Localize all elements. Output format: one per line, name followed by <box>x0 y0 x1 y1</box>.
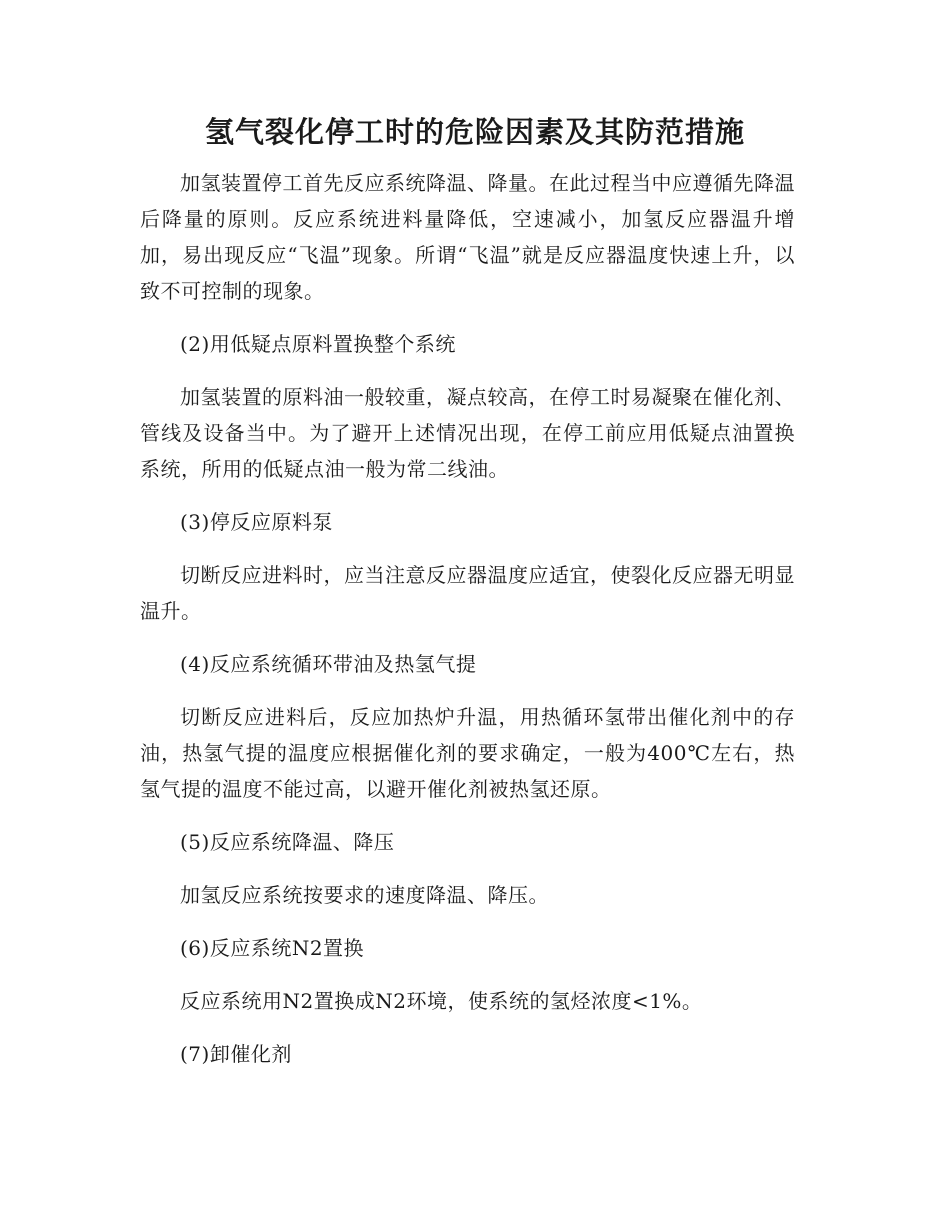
section-heading-7: (7)卸催化剂 <box>180 1042 292 1066</box>
paragraph-hot-hydrogen-stripping: 切断反应进料后，反应加热炉升温，用热循环氢带出催化剂中的存油，热氢气提的温度应根据催化剂的要求确定，一般为400℃左右，热氢气提的温度不能过高，以避开催化剂被热氢还原。 <box>140 705 795 801</box>
paragraph-nitrogen-replacement: 反应系统用N2置换成N2环境，使系统的氢烃浓度<1%。 <box>180 989 703 1013</box>
document-body <box>140 165 795 1089</box>
section-heading-3: (3)停反应原料泵 <box>180 510 333 534</box>
section-heading-4: (4)反应系统循环带油及热氢气提 <box>180 652 477 676</box>
paragraph-stop-feed-pump: 切断反应进料时，应当注意反应器温度应适宜，使裂化反应器无明显温升。 <box>140 563 795 623</box>
document-title: 氢气裂化停工时的危险因素及其防范措施 <box>204 115 745 149</box>
paragraph-low-pour-oil: 加氢装置的原料油一般较重，凝点较高，在停工时易凝聚在催化剂、管线及设备当中。为了避开上述情况出现，在停工前应用低疑点油置换系统，所用的低疑点油一般为常二线油。 <box>140 385 795 481</box>
paragraph-shutdown-intro: 加氢装置停工首先反应系统降温、降量。在此过程当中应遵循先降温后降量的原则。反应系统进料量降低，空速减小，加氢反应器温升增加，易出现反应“飞温”现象。所谓“飞温”就是反应器温度快速上升，以致不可控制的现象。 <box>140 171 795 303</box>
paragraph-cooling-depressurize: 加氢反应系统按要求的速度降温、降压。 <box>180 883 549 907</box>
section-heading-6: (6)反应系统N2置换 <box>180 936 365 960</box>
section-heading-5: (5)反应系统降温、降压 <box>180 830 395 854</box>
section-heading-2: (2)用低疑点原料置换整个系统 <box>180 332 456 356</box>
